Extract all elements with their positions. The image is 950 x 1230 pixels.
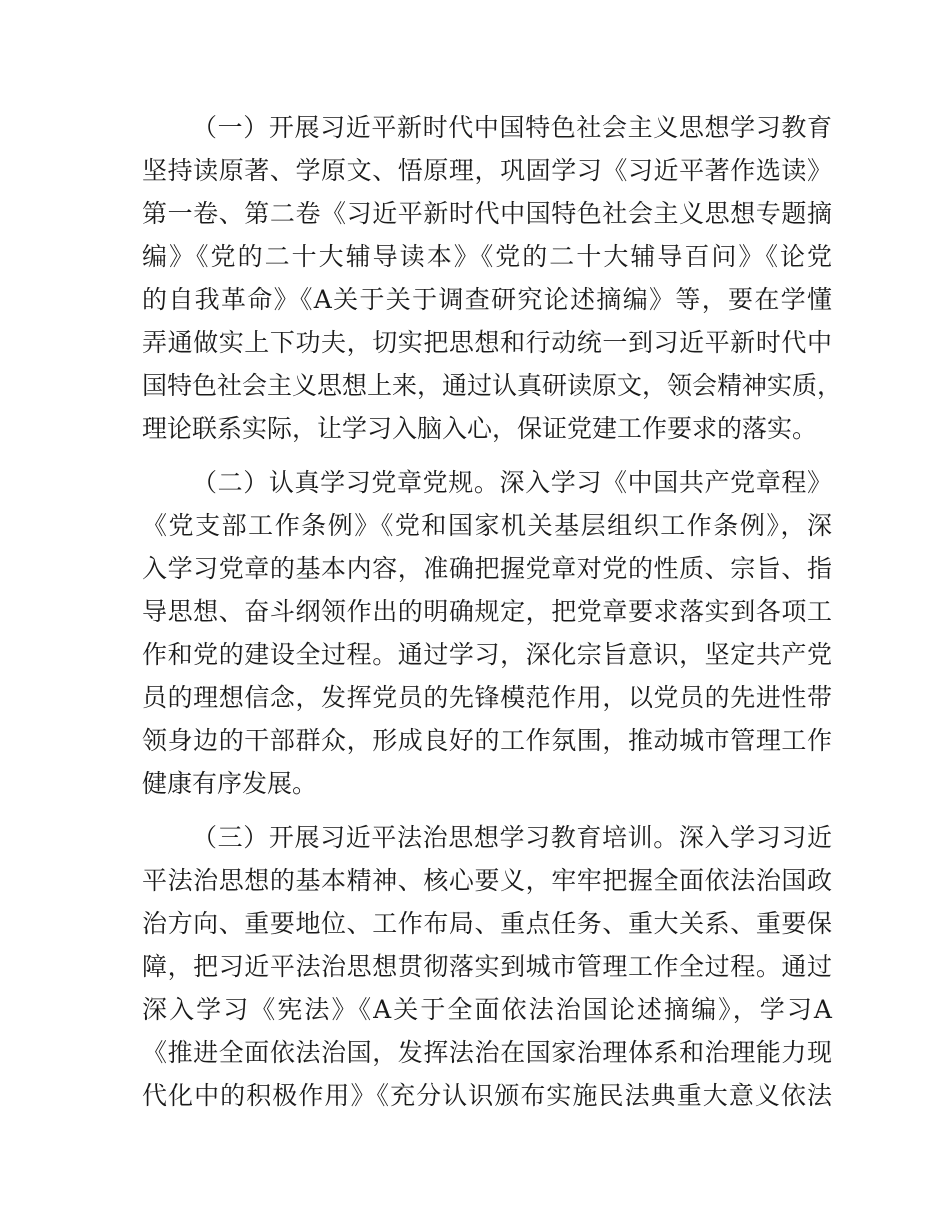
paragraph-line: 健康有序发展。 (142, 769, 318, 798)
paragraph-section-1 (142, 106, 843, 450)
paragraph-line: 治方向、重要地位、工作布局、重点任务、重大关系、重要保 (142, 909, 832, 938)
paragraph-line: 作和党的建设全过程。通过学习，深化宗旨意识，坚定共产党 (142, 640, 832, 669)
paragraph-line: （三）开展习近平法治思想学习教育培训。深入学习习近 (192, 823, 832, 852)
paragraph-line: 国特色社会主义思想上来，通过认真研读原文，领会精神实质， (142, 371, 843, 400)
paragraph-line: 编》《党的二十大辅导读本》《党的二十大辅导百问》《论党 (142, 242, 832, 271)
paragraph-line: 《党支部工作条例》《党和国家机关基层组织工作条例》，深 (142, 511, 832, 540)
paragraph-line: 导思想、奋斗纲领作出的明确规定，把党章要求落实到各项工 (142, 597, 832, 626)
paragraph-line: 平法治思想的基本精神、核心要义，牢牢把握全面依法治国政 (142, 866, 832, 895)
paragraph-section-3 (142, 816, 832, 1117)
paragraph-line: 入学习党章的基本内容，准确把握党章对党的性质、宗旨、指 (142, 554, 832, 583)
paragraph-line: 的自我革命》《A关于关于调查研究论述摘编》等，要在学懂 (142, 285, 832, 314)
paragraph-line: 坚持读原著、学原文、悟原理，巩固学习《习近平著作选读》 (142, 156, 832, 185)
paragraph-line: 代化中的积极作用》《充分认识颁布实施民法典重大意义依法 (142, 1081, 832, 1110)
paragraph-line: 《推进全面依法治国，发挥法治在国家治理体系和治理能力现 (142, 1038, 832, 1067)
paragraph-line: 弄通做实上下功夫，切实把思想和行动统一到习近平新时代中 (142, 328, 832, 357)
paragraph-line: 深入学习《宪法》《A关于全面依法治国论述摘编》，学习A (142, 995, 832, 1024)
paragraph-line: 理论联系实际，让学习入脑入心，保证党建工作要求的落实。 (142, 414, 818, 443)
paragraph-line: （二）认真学习党章党规。深入学习《中国共产党章程》 (192, 468, 832, 497)
paragraph-line: （一）开展习近平新时代中国特色社会主义思想学习教育 (192, 113, 832, 142)
paragraph-section-2 (142, 461, 832, 805)
paragraph-line: 障，把习近平法治思想贯彻落实到城市管理工作全过程。通过 (142, 952, 832, 981)
document-body (142, 106, 843, 1128)
paragraph-line: 员的理想信念，发挥党员的先锋模范作用，以党员的先进性带 (142, 683, 832, 712)
paragraph-line: 第一卷、第二卷《习近平新时代中国特色社会主义思想专题摘 (142, 199, 832, 228)
paragraph-line: 领身边的干部群众，形成良好的工作氛围，推动城市管理工作 (142, 726, 832, 755)
